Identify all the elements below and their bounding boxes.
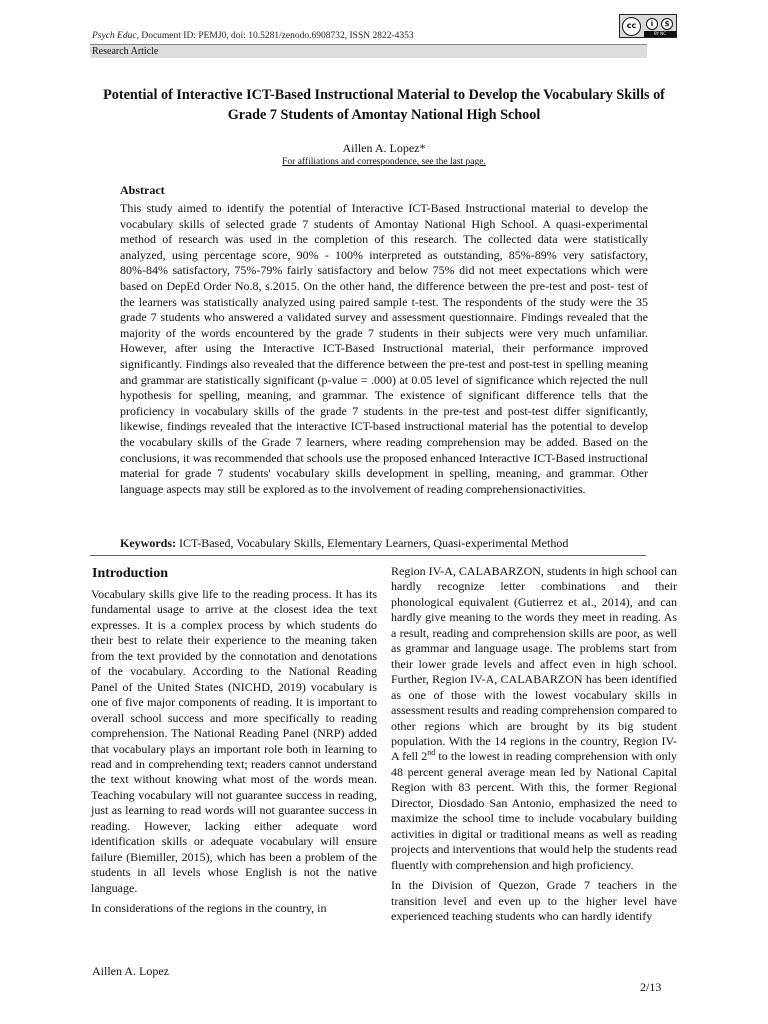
- intro-paragraph-2: In considerations of the regions in the country, in: [91, 901, 327, 916]
- keywords-value: ICT-Based, Vocabulary Skills, Elementary Learners, Quasi-experimental Method: [176, 536, 569, 550]
- introduction-heading: Introduction: [92, 566, 168, 581]
- left-column: [91, 587, 377, 922]
- section-divider: [90, 555, 646, 556]
- abstract-body: This study aimed to identify the potential of Interactive ICT-Based Instructional material to develop the vocabulary skills of selected grade 7 students of Amontay National High School. A quasi-experimental method of research was used in the completion of this research. The collected data were statistically analyzed, using percentage score, 90% - 100% interpreted as outstanding, 85%-89% very satisfactory, 80%-84% satisfactory, 75%-79% fairly satisfactory and below 75% did not meet expectations which were based on DepEd Order No.8, s.2015. On the other hand, the difference between the pre-test and post- test of the learners was statistically analyzed using paired sample t-test. The respondents of the study were the 35 grade 7 students who answered a validated survey and assessment questionnaire. Findings revealed that the majority of the words encountered by the grade 7 students in their subjects were very much unfamiliar. However, after using the Interactive ICT-Based Instructional material, their performance improved significantly. Findings also revealed that the difference between the pre-test and post-test in spelling meaning and grammar are statistically significant (p-value = .000) at 0.05 level of significance which rejected the null hypothesis for spelling, meaning, and grammar. The existence of significant difference tells that the proficiency in vocabulary skills of the grade 7 students in the pre-test and post-test differ significantly, likewise, findings revealed that the interactive ICT-based instructional material has the potential to develop the vocabulary skills of the Grade 7 learners, where reading comprehension may be added. Based on the conclusions, it was recommended that schools use the proposed enhanced Interactive ICT-Based instructional material for grade 7 students' vocabulary skills development in spelling, meaning, and grammar. Other language aspects may still be explored as to the involvement of reading comprehensionactivities.: [120, 201, 648, 496]
- affiliation-link[interactable]: For affiliations and correspondence, see the last page.: [282, 157, 486, 167]
- footer-author: Aillen A. Lopez: [92, 964, 169, 978]
- paragraph-3-part-b: to the lowest in reading comprehension with only 48 percent general average mean led by National Capital Region with 83 percent. With this, the former Regional Director, Diosdado San Antonio, emphasized the need to maximize the school time to include vocabulary building activities in digital or traditional means as well as reading projects and interventions that would help the students read fluently with comprehension and high proficiency.: [391, 749, 678, 872]
- paragraph-3-part-a: Region IV-A, CALABARZON, students in high school can hardly recognize letter combinations and their phonological equivalent (Gutierrez et al., 2014), and can hardly give meaning to the words they meet in reading. As a result, reading and comprehension skills are poor, as well as grammar and language usage. The problems start from their lower grade levels and affect even in high school. Further, Region IV-A, CALABARZON has been identified as one of those with the lowest vocabulary skills in assessment results and reading comprehension compared to other regions which are brought by its big student population. With the 14 regions in the country, Region IV-A fell 2: [391, 564, 677, 764]
- abstract-heading: Abstract: [120, 183, 165, 197]
- intro-paragraph-4: In the Division of Quezon, Grade 7 teachers in the transition level and even up to the higher level have experienced teaching students who can hardly identify: [391, 878, 677, 923]
- author-name: Aillen A. Lopez*: [342, 141, 426, 155]
- intro-paragraph-1: Vocabulary skills give life to the reading process. It has its fundamental usage to arrive at the closest idea the text expresses. It is a complex process by which students do their best to relate their experience to the meaning taken from the text provided by the connotation and denotations of the vocabulary. According to the National Reading Panel of the United States (NICHD, 2019) vocabulary is one of five major components of reading. It is important to overall school success and more specifically to reading comprehension. The National Reading Panel (NRP) added that vocabulary plays an important role both in learning to read and in comprehending text; readers cannot understand the text without knowing what most of the words mean. Teaching vocabulary will not guarantee success in reading, just as learning to read words will not guarantee success in reading. However, lacking either adequate word identification skills or adequate vocabulary will ensure failure (Biemiller, 2015), which has been a problem of the students in all levels whose English is not the native language.: [91, 587, 377, 895]
- ordinal-suffix: nd: [427, 748, 436, 758]
- noncommercial-icon: $: [661, 18, 673, 30]
- license-label: BY NC: [644, 31, 676, 37]
- citation-info: , Document ID: PEMJ0, doi: 10.5281/zenodo.6908732, ISSN 2822-4353: [136, 31, 414, 41]
- keywords-label: Keywords:: [120, 536, 176, 550]
- journal-name: Psych Educ: [92, 31, 137, 41]
- intro-paragraph-3: [391, 564, 677, 873]
- right-column: [391, 564, 677, 929]
- article-type-bar: Research Article: [90, 44, 647, 58]
- keywords-line: [120, 536, 568, 551]
- attribution-icon: i: [646, 18, 658, 30]
- journal-header: [92, 31, 414, 41]
- page-number: 2/13: [640, 980, 662, 994]
- paper-title: Potential of Interactive ICT-Based Instructional Material to Develop the Vocabulary Skills of Grade 7 Students of Amontay National High School: [103, 87, 665, 123]
- cc-icon: cc: [622, 17, 641, 36]
- creative-commons-license-badge[interactable]: [619, 14, 677, 38]
